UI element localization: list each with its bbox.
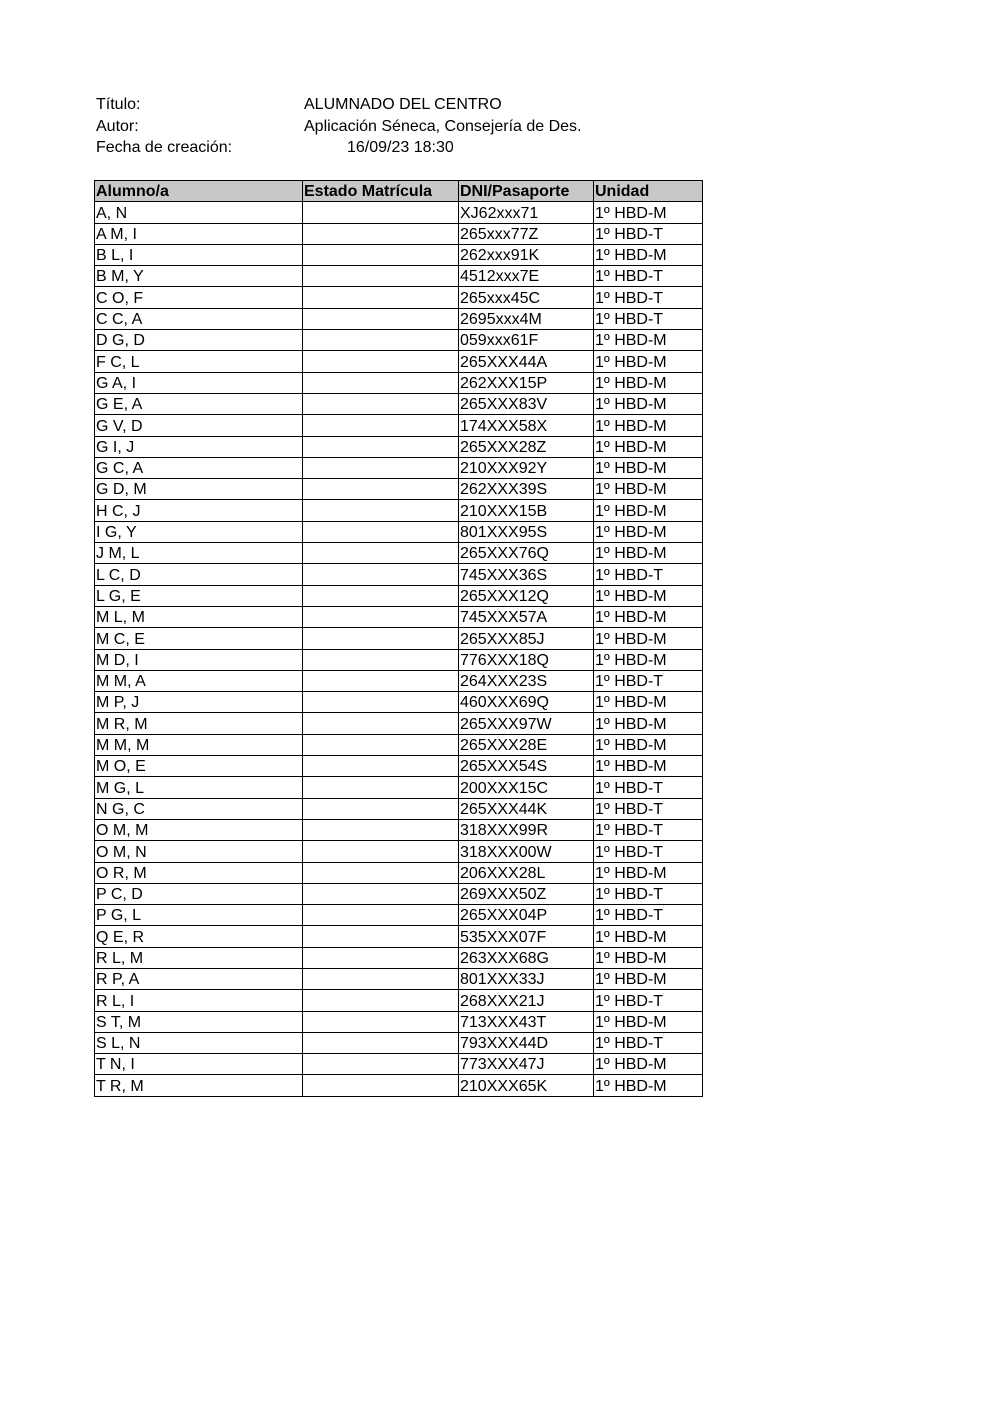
student-name-cell: O M, N [95, 841, 303, 862]
enrollment-status-cell [303, 500, 459, 521]
student-name-cell: G I, J [95, 436, 303, 457]
table-row [95, 968, 703, 989]
enrollment-status-cell [303, 798, 459, 819]
enrollment-status-cell [303, 947, 459, 968]
table-row [95, 223, 703, 244]
unit-cell: 1º HBD-T [594, 266, 703, 287]
title-label: Título: [96, 96, 141, 113]
table-row [95, 1011, 703, 1032]
student-name-cell: A, N [95, 202, 303, 223]
unit-cell: 1º HBD-T [594, 287, 703, 308]
enrollment-status-cell [303, 713, 459, 734]
unit-cell: 1º HBD-M [594, 649, 703, 670]
unit-cell: 1º HBD-M [594, 713, 703, 734]
table-row [95, 841, 703, 862]
id-document-cell: 4512xxx7E [459, 266, 594, 287]
enrollment-status-cell [303, 521, 459, 542]
id-document-cell: 200XXX15C [459, 777, 594, 798]
unit-cell: 1º HBD-M [594, 947, 703, 968]
unit-cell: 1º HBD-M [594, 1054, 703, 1075]
enrollment-status-cell [303, 1032, 459, 1053]
table-row [95, 606, 703, 627]
enrollment-status-cell [303, 883, 459, 904]
header-student: Alumno/a [95, 181, 303, 202]
student-name-cell: G A, I [95, 372, 303, 393]
table-row [95, 649, 703, 670]
id-document-cell: 210XXX15B [459, 500, 594, 521]
id-document-cell: 262XXX39S [459, 479, 594, 500]
table-row [95, 372, 703, 393]
unit-cell: 1º HBD-T [594, 819, 703, 840]
enrollment-status-cell [303, 436, 459, 457]
student-name-cell: N G, C [95, 798, 303, 819]
table-row [95, 393, 703, 414]
unit-cell: 1º HBD-M [594, 692, 703, 713]
table-row [95, 457, 703, 478]
id-document-cell: 265XXX44A [459, 351, 594, 372]
id-document-cell: 206XXX28L [459, 862, 594, 883]
table-row [95, 202, 703, 223]
table-row [95, 628, 703, 649]
unit-cell: 1º HBD-M [594, 500, 703, 521]
enrollment-status-cell [303, 968, 459, 989]
author-value: Aplicación Séneca, Consejería de Des. [304, 117, 582, 135]
id-document-cell: 263XXX68G [459, 947, 594, 968]
header-enrollment-status: Estado Matrícula [303, 181, 459, 202]
unit-cell: 1º HBD-M [594, 351, 703, 372]
enrollment-status-cell [303, 330, 459, 351]
unit-cell: 1º HBD-M [594, 393, 703, 414]
creation-date-label: Fecha de creación: [96, 139, 233, 156]
unit-cell: 1º HBD-T [594, 777, 703, 798]
student-name-cell: R L, M [95, 947, 303, 968]
student-name-cell: C C, A [95, 308, 303, 329]
table-row [95, 756, 703, 777]
unit-cell: 1º HBD-M [594, 756, 703, 777]
student-name-cell: J M, L [95, 543, 303, 564]
student-name-cell: O R, M [95, 862, 303, 883]
enrollment-status-cell [303, 393, 459, 414]
id-document-cell: 265XXX44K [459, 798, 594, 819]
unit-cell: 1º HBD-T [594, 223, 703, 244]
creation-date-value: 16/09/23 18:30 [347, 139, 454, 156]
enrollment-status-cell [303, 905, 459, 926]
table-row [95, 287, 703, 308]
enrollment-status-cell [303, 628, 459, 649]
id-document-cell: 269XXX50Z [459, 883, 594, 904]
unit-cell: 1º HBD-M [594, 479, 703, 500]
table-row [95, 585, 703, 606]
unit-cell: 1º HBD-M [594, 330, 703, 351]
enrollment-status-cell [303, 351, 459, 372]
unit-cell: 1º HBD-T [594, 883, 703, 904]
enrollment-status-cell [303, 415, 459, 436]
enrollment-status-cell [303, 1075, 459, 1096]
enrollment-status-cell [303, 479, 459, 500]
enrollment-status-cell [303, 287, 459, 308]
student-name-cell: M M, A [95, 670, 303, 691]
student-name-cell: D G, D [95, 330, 303, 351]
table-row [95, 883, 703, 904]
enrollment-status-cell [303, 692, 459, 713]
table-row [95, 543, 703, 564]
table-row [95, 777, 703, 798]
id-document-cell: 268XXX21J [459, 990, 594, 1011]
student-name-cell: M C, E [95, 628, 303, 649]
enrollment-status-cell [303, 1011, 459, 1032]
unit-cell: 1º HBD-M [594, 457, 703, 478]
id-document-cell: 264XXX23S [459, 670, 594, 691]
table-row [95, 905, 703, 926]
table-row [95, 990, 703, 1011]
id-document-cell: 265XXX76Q [459, 543, 594, 564]
id-document-cell: 265xxx45C [459, 287, 594, 308]
enrollment-status-cell [303, 223, 459, 244]
student-name-cell: H C, J [95, 500, 303, 521]
unit-cell: 1º HBD-T [594, 905, 703, 926]
student-name-cell: T R, M [95, 1075, 303, 1096]
unit-cell: 1º HBD-M [594, 372, 703, 393]
unit-cell: 1º HBD-M [594, 436, 703, 457]
student-name-cell: P C, D [95, 883, 303, 904]
enrollment-status-cell [303, 777, 459, 798]
student-name-cell: M D, I [95, 649, 303, 670]
table-row [95, 862, 703, 883]
unit-cell: 1º HBD-M [594, 968, 703, 989]
enrollment-status-cell [303, 841, 459, 862]
table-row [95, 926, 703, 947]
student-name-cell: M R, M [95, 713, 303, 734]
id-document-cell: 801XXX33J [459, 968, 594, 989]
enrollment-status-cell [303, 862, 459, 883]
student-name-cell: C O, F [95, 287, 303, 308]
enrollment-status-cell [303, 926, 459, 947]
unit-cell: 1º HBD-M [594, 585, 703, 606]
student-name-cell: F C, L [95, 351, 303, 372]
student-name-cell: M P, J [95, 692, 303, 713]
id-document-cell: 059xxx61F [459, 330, 594, 351]
student-table [94, 180, 703, 1097]
enrollment-status-cell [303, 266, 459, 287]
table-row [95, 415, 703, 436]
id-document-cell: 265xxx77Z [459, 223, 594, 244]
table-row [95, 1075, 703, 1096]
table-row [95, 670, 703, 691]
table-row [95, 798, 703, 819]
enrollment-status-cell [303, 244, 459, 265]
table-row [95, 1032, 703, 1053]
student-name-cell: I G, Y [95, 521, 303, 542]
student-name-cell: B L, I [95, 244, 303, 265]
author-label: Autor: [96, 117, 139, 135]
table-row [95, 330, 703, 351]
enrollment-status-cell [303, 990, 459, 1011]
table-header-row [95, 181, 703, 202]
enrollment-status-cell [303, 457, 459, 478]
unit-cell: 1º HBD-M [594, 1011, 703, 1032]
enrollment-status-cell [303, 734, 459, 755]
unit-cell: 1º HBD-M [594, 202, 703, 223]
unit-cell: 1º HBD-M [594, 926, 703, 947]
student-name-cell: G C, A [95, 457, 303, 478]
unit-cell: 1º HBD-T [594, 798, 703, 819]
student-name-cell: L C, D [95, 564, 303, 585]
table-row [95, 351, 703, 372]
table-row [95, 734, 703, 755]
enrollment-status-cell [303, 819, 459, 840]
id-document-cell: 745XXX57A [459, 606, 594, 627]
table-row [95, 564, 703, 585]
unit-cell: 1º HBD-T [594, 308, 703, 329]
enrollment-status-cell [303, 585, 459, 606]
id-document-cell: 265XXX97W [459, 713, 594, 734]
table-row [95, 244, 703, 265]
enrollment-status-cell [303, 372, 459, 393]
unit-cell: 1º HBD-M [594, 415, 703, 436]
table-row [95, 713, 703, 734]
student-name-cell: G E, A [95, 393, 303, 414]
student-name-cell: B M, Y [95, 266, 303, 287]
table-row [95, 947, 703, 968]
unit-cell: 1º HBD-M [594, 244, 703, 265]
unit-cell: 1º HBD-T [594, 1032, 703, 1053]
id-document-cell: 2695xxx4M [459, 308, 594, 329]
id-document-cell: XJ62xxx71 [459, 202, 594, 223]
unit-cell: 1º HBD-M [594, 606, 703, 627]
unit-cell: 1º HBD-T [594, 841, 703, 862]
unit-cell: 1º HBD-T [594, 990, 703, 1011]
student-name-cell: A M, I [95, 223, 303, 244]
id-document-cell: 318XXX99R [459, 819, 594, 840]
student-name-cell: M M, M [95, 734, 303, 755]
student-name-cell: S T, M [95, 1011, 303, 1032]
id-document-cell: 174XXX58X [459, 415, 594, 436]
student-name-cell: R L, I [95, 990, 303, 1011]
id-document-cell: 773XXX47J [459, 1054, 594, 1075]
id-document-cell: 793XXX44D [459, 1032, 594, 1053]
id-document-cell: 265XXX83V [459, 393, 594, 414]
enrollment-status-cell [303, 308, 459, 329]
table-body [95, 202, 703, 1096]
enrollment-status-cell [303, 1054, 459, 1075]
table-row [95, 308, 703, 329]
student-name-cell: M L, M [95, 606, 303, 627]
unit-cell: 1º HBD-M [594, 1075, 703, 1096]
unit-cell: 1º HBD-M [594, 734, 703, 755]
table-row [95, 692, 703, 713]
unit-cell: 1º HBD-T [594, 670, 703, 691]
id-document-cell: 265XXX28Z [459, 436, 594, 457]
unit-cell: 1º HBD-T [594, 564, 703, 585]
enrollment-status-cell [303, 543, 459, 564]
enrollment-status-cell [303, 649, 459, 670]
enrollment-status-cell [303, 564, 459, 585]
student-name-cell: R P, A [95, 968, 303, 989]
student-name-cell: O M, M [95, 819, 303, 840]
unit-cell: 1º HBD-M [594, 628, 703, 649]
id-document-cell: 262XXX15P [459, 372, 594, 393]
enrollment-status-cell [303, 756, 459, 777]
enrollment-status-cell [303, 202, 459, 223]
enrollment-status-cell [303, 670, 459, 691]
id-document-cell: 713XXX43T [459, 1011, 594, 1032]
id-document-cell: 210XXX92Y [459, 457, 594, 478]
header-id-document: DNI/Pasaporte [459, 181, 594, 202]
table-row [95, 521, 703, 542]
id-document-cell: 262xxx91K [459, 244, 594, 265]
id-document-cell: 535XXX07F [459, 926, 594, 947]
unit-cell: 1º HBD-M [594, 543, 703, 564]
student-name-cell: T N, I [95, 1054, 303, 1075]
header-unit: Unidad [594, 181, 703, 202]
id-document-cell: 801XXX95S [459, 521, 594, 542]
table-row [95, 819, 703, 840]
student-name-cell: G V, D [95, 415, 303, 436]
title-value: ALUMNADO DEL CENTRO [304, 96, 502, 113]
student-name-cell: P G, L [95, 905, 303, 926]
student-name-cell: G D, M [95, 479, 303, 500]
id-document-cell: 265XXX04P [459, 905, 594, 926]
unit-cell: 1º HBD-M [594, 521, 703, 542]
id-document-cell: 318XXX00W [459, 841, 594, 862]
id-document-cell: 265XXX54S [459, 756, 594, 777]
id-document-cell: 265XXX12Q [459, 585, 594, 606]
id-document-cell: 210XXX65K [459, 1075, 594, 1096]
id-document-cell: 265XXX28E [459, 734, 594, 755]
unit-cell: 1º HBD-M [594, 862, 703, 883]
table-row [95, 266, 703, 287]
student-name-cell: M O, E [95, 756, 303, 777]
student-name-cell: M G, L [95, 777, 303, 798]
id-document-cell: 265XXX85J [459, 628, 594, 649]
student-name-cell: S L, N [95, 1032, 303, 1053]
student-name-cell: Q E, R [95, 926, 303, 947]
id-document-cell: 776XXX18Q [459, 649, 594, 670]
table-row [95, 436, 703, 457]
table-row [95, 479, 703, 500]
id-document-cell: 460XXX69Q [459, 692, 594, 713]
enrollment-status-cell [303, 606, 459, 627]
student-name-cell: L G, E [95, 585, 303, 606]
table-row [95, 1054, 703, 1075]
table-row [95, 500, 703, 521]
id-document-cell: 745XXX36S [459, 564, 594, 585]
